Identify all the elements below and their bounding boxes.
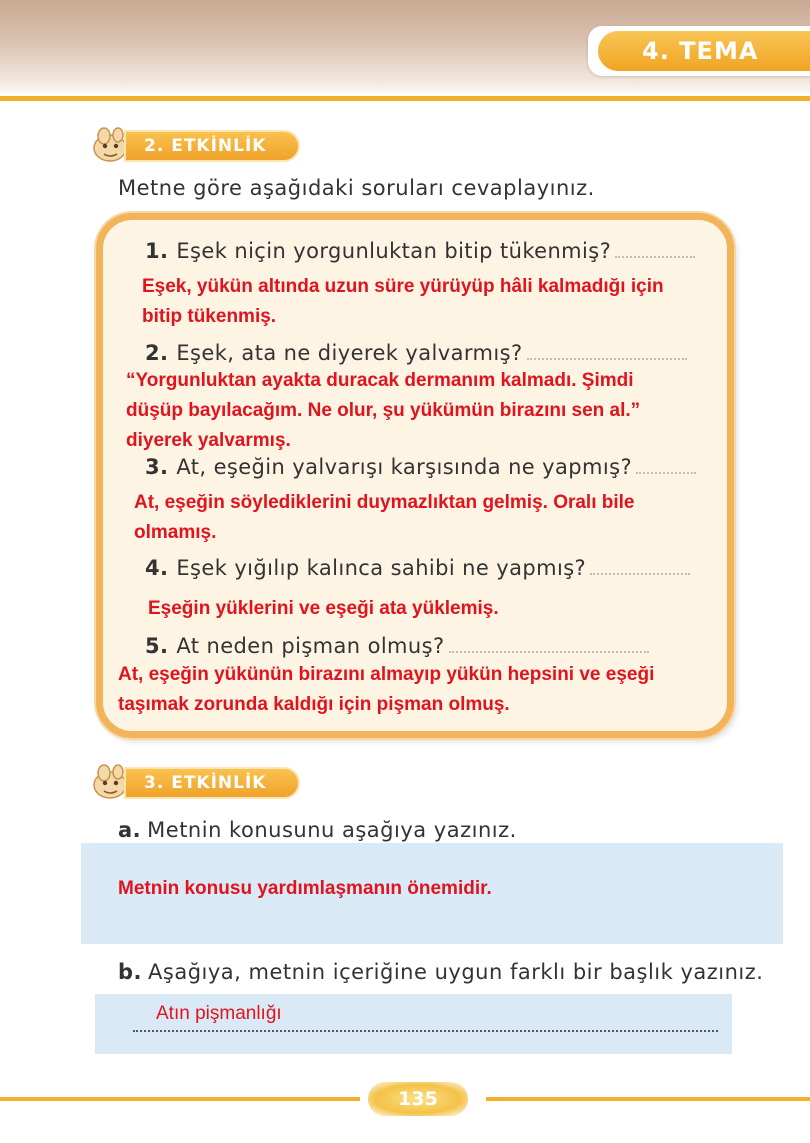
answer-2 — [126, 366, 640, 456]
activity-2-heading — [90, 130, 310, 164]
question-2-dots — [527, 358, 687, 360]
answer-4 — [148, 594, 499, 624]
answer-5 — [118, 660, 654, 720]
question-3-number: 3. — [145, 455, 169, 479]
question-4-text: Eşek yığılıp kalınca sahibi ne yapmış? — [176, 556, 587, 580]
header-divider — [0, 96, 810, 101]
activity-3-b — [118, 960, 763, 984]
activity-3-a-text: Metnin konusunu aşağıya yazınız. — [147, 818, 517, 842]
answer-5-line-2: taşımak zorunda kaldığı için pişman olmuş. — [118, 694, 510, 715]
answer-1 — [142, 272, 664, 332]
question-3 — [145, 455, 696, 479]
answer-a: Metnin konusu yardımlaşmanın önemidir. — [118, 878, 492, 899]
question-5-text: At neden pişman olmuş? — [176, 634, 445, 658]
answer-1-line-1: Eşek, yükün altında uzun süre yürüyüp hâli kalmadığı için — [142, 276, 664, 297]
answer-3 — [134, 488, 635, 548]
question-5-number: 5. — [145, 634, 169, 658]
answer-5-line-1: At, eşeğin yükünün birazını almayıp yükün hepsini ve eşeği — [118, 664, 655, 685]
answer-4-line-1: Eşeğin yüklerini ve eşeği ata yüklemiş. — [148, 598, 499, 619]
question-4-dots — [590, 573, 690, 575]
footer-line-left — [0, 1097, 360, 1101]
answer-2-line-3: diyerek yalvarmış. — [126, 430, 291, 451]
answer-2-line-1: “Yorgunluktan ayakta duracak dermanım kalmadı. Şimdi — [126, 370, 634, 391]
answer-b: Atın pişmanlığı — [156, 1003, 282, 1024]
answer-3-line-2: olmamış. — [134, 522, 217, 543]
question-1-number: 1. — [145, 239, 169, 263]
activity-3-b-label: b. — [118, 960, 143, 984]
question-1-text: Eşek niçin yorgunluktan bitip tükenmiş? — [176, 239, 612, 263]
question-5 — [145, 634, 649, 658]
tema-label: 4. TEMA — [598, 31, 810, 71]
question-2 — [145, 341, 687, 365]
question-4-number: 4. — [145, 556, 169, 580]
answer-b-dotted-line — [133, 1030, 718, 1032]
page-number: 135 — [368, 1082, 468, 1116]
activity-3-title: 3. ETKİNLİK — [124, 767, 300, 799]
activity-3-heading — [90, 767, 310, 801]
footer-line-right — [486, 1097, 810, 1101]
answer-2-line-2: düşüp bayılacağım. Ne olur, şu yükümün birazını sen al.” — [126, 400, 641, 421]
answer-3-line-1: At, eşeğin söylediklerini duymazlıktan gelmiş. Oralı bile — [134, 492, 635, 513]
question-5-dots — [449, 651, 649, 653]
answer-1-line-2: bitip tükenmiş. — [142, 306, 277, 327]
question-1-dots — [615, 256, 695, 258]
activity-2-instruction: Metne göre aşağıdaki soruları cevaplayınız. — [118, 176, 595, 200]
question-4 — [145, 556, 690, 580]
question-3-dots — [636, 472, 696, 474]
activity-2-title: 2. ETKİNLİK — [124, 130, 300, 162]
question-2-number: 2. — [145, 341, 169, 365]
question-3-text: At, eşeğin yalvarışı karşısında ne yapmış? — [176, 455, 632, 479]
activity-3-a-label: a. — [118, 818, 142, 842]
question-2-text: Eşek, ata ne diyerek yalvarmış? — [176, 341, 523, 365]
question-1 — [145, 239, 695, 263]
activity-3-b-text: Aşağıya, metnin içeriğine uygun farklı bir başlık yazınız. — [148, 960, 764, 984]
activity-3-a — [118, 818, 517, 842]
